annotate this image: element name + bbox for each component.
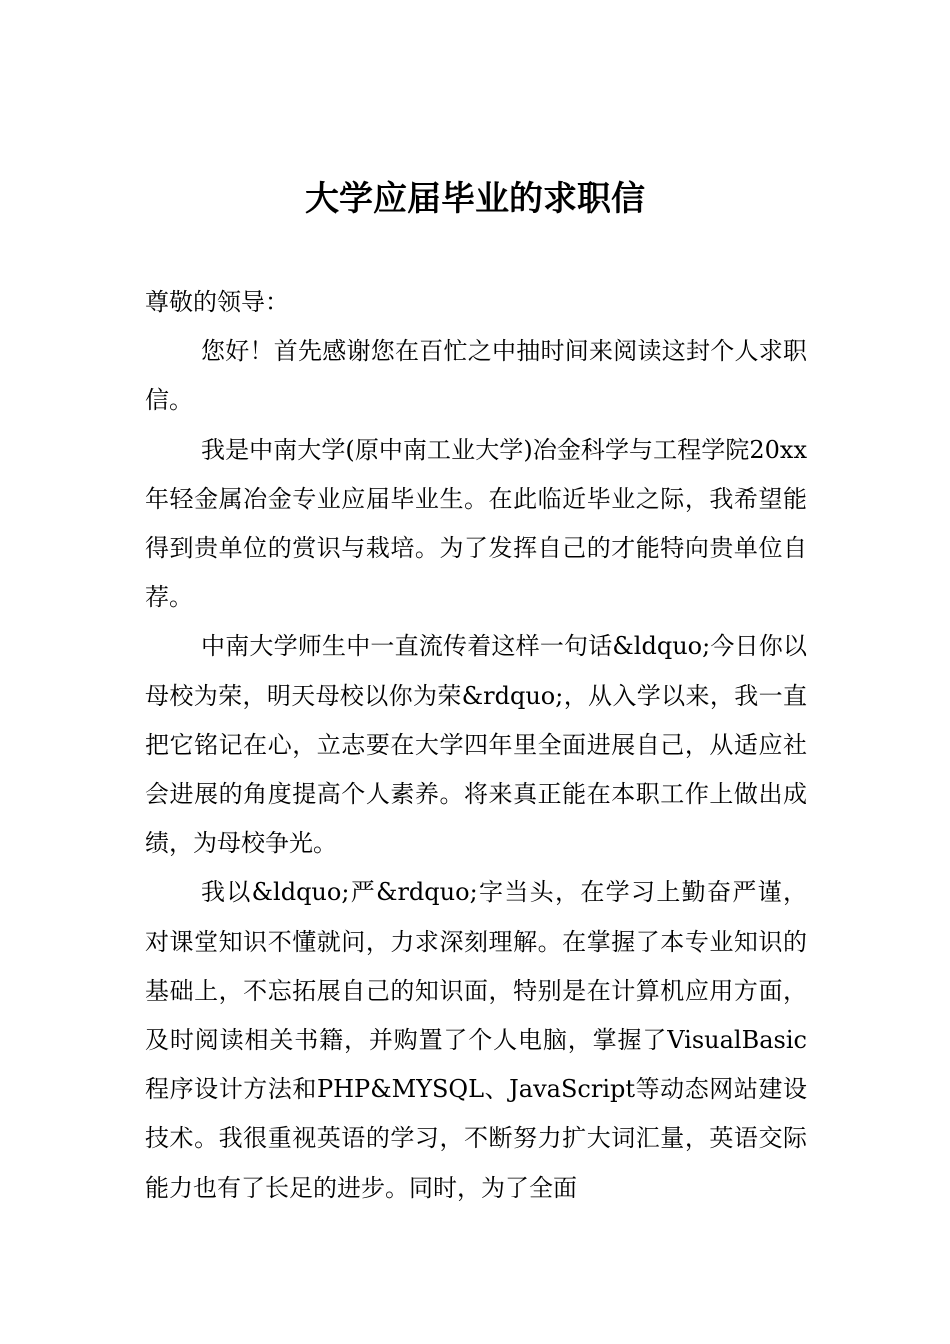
paragraph-study: 我以&ldquo;严&rdquo;字当头，在学习上勤奋严谨，对课堂知识不懂就问，力求深刻理解。在掌握了本专业知识的基础上，不忘拓展自己的知识面，特别是在计算机应用方面，及时阅读相关书籍，并购置了个人电脑，掌握了VisualBasic程序设计方法和PHP&MYSQL、JavaScript等动态网站建设技术。我很重视英语的学习，不断努力扩大词汇量，英语交际能力也有了长足的进步。同时，为了全面 [145,878,807,1202]
letter-body [145,278,807,1213]
salutation: 尊敬的领导： [145,288,289,316]
paragraph-greeting: 您好！首先感谢您在百忙之中抽时间来阅读这封个人求职信。 [145,337,807,415]
paragraph-motto: 中南大学师生中一直流传着这样一句话&ldquo;今日你以母校为荣，明天母校以你为荣&rdquo;，从入学以来，我一直把它铭记在心，立志要在大学四年里全面进展自己，从适应社会进展的角度提高个人素养。将来真正能在本职工作上做出成绩，为母校争光。 [145,632,807,858]
paragraph-introduction: 我是中南大学(原中南工业大学)冶金科学与工程学院20xx年轻金属冶金专业应届毕业生。在此临近毕业之际，我希望能得到贵单位的赏识与栽培。为了发挥自己的才能特向贵单位自荐。 [145,435,807,612]
document-title: 大学应届毕业的求职信 [305,179,645,219]
